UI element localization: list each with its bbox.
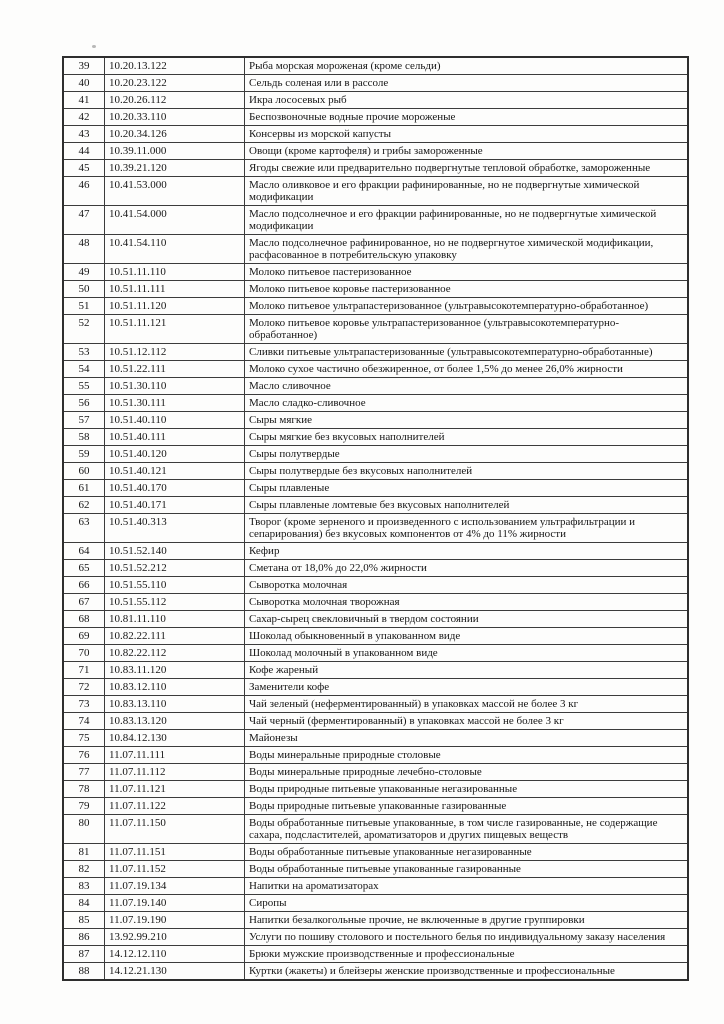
row-number: 61 [63,480,105,497]
table-row [63,895,688,912]
row-number: 50 [63,281,105,298]
product-code: 10.20.33.110 [105,109,245,126]
product-code: 10.51.40.313 [105,514,245,543]
table-row [63,57,688,75]
product-code: 10.51.30.110 [105,378,245,395]
table-row [63,446,688,463]
table-row [63,560,688,577]
product-description: Воды природные питьевые упакованные негазированные [245,781,689,798]
product-code: 10.51.55.112 [105,594,245,611]
product-code: 10.51.11.121 [105,315,245,344]
product-code: 10.83.12.110 [105,679,245,696]
table-row [63,344,688,361]
product-description: Масло сливочное [245,378,689,395]
product-code: 10.84.12.130 [105,730,245,747]
product-code: 10.82.22.112 [105,645,245,662]
product-description: Воды минеральные природные лечебно-столовые [245,764,689,781]
row-number: 51 [63,298,105,315]
row-number: 41 [63,92,105,109]
product-code: 10.39.21.120 [105,160,245,177]
product-description: Сыры мягкие [245,412,689,429]
row-number: 57 [63,412,105,429]
product-description: Куртки (жакеты) и блейзеры женские производственные и профессиональные [245,963,689,981]
row-number: 86 [63,929,105,946]
product-description: Воды минеральные природные столовые [245,747,689,764]
product-description: Сельдь соленая или в рассоле [245,75,689,92]
table-row [63,713,688,730]
row-number: 69 [63,628,105,645]
row-number: 54 [63,361,105,378]
product-code: 10.41.54.110 [105,235,245,264]
table-row [63,206,688,235]
product-code: 10.51.11.120 [105,298,245,315]
table-row [63,160,688,177]
product-code: 10.83.11.120 [105,662,245,679]
table-row [63,662,688,679]
product-description: Воды обработанные питьевые упакованные газированные [245,861,689,878]
table-row [63,281,688,298]
product-description: Масло оливковое и его фракции рафинированные, но не подвергнутые химической модификации [245,177,689,206]
product-code: 11.07.11.152 [105,861,245,878]
product-description: Овощи (кроме картофеля) и грибы замороженные [245,143,689,160]
product-description: Молоко питьевое ультрапастеризованное (ультравысокотемпературно-обработанное) [245,298,689,315]
row-number: 42 [63,109,105,126]
table-row [63,645,688,662]
row-number: 44 [63,143,105,160]
product-code: 13.92.99.210 [105,929,245,946]
table-row [63,696,688,713]
table-row [63,75,688,92]
product-code: 10.51.40.121 [105,463,245,480]
row-number: 45 [63,160,105,177]
row-number: 73 [63,696,105,713]
product-description: Сыворотка молочная творожная [245,594,689,611]
row-number: 80 [63,815,105,844]
product-code: 11.07.19.140 [105,895,245,912]
row-number: 40 [63,75,105,92]
row-number: 74 [63,713,105,730]
table-row [63,235,688,264]
row-number: 62 [63,497,105,514]
product-description: Заменители кофе [245,679,689,696]
product-description: Сливки питьевые ультрапастеризованные (ультравысокотемпературно-обработанные) [245,344,689,361]
table-row [63,861,688,878]
table-row [63,929,688,946]
product-code: 14.12.21.130 [105,963,245,981]
table-row [63,594,688,611]
row-number: 78 [63,781,105,798]
table-row [63,946,688,963]
product-code: 10.41.53.000 [105,177,245,206]
product-code: 11.07.19.134 [105,878,245,895]
product-code: 10.83.13.110 [105,696,245,713]
product-code: 10.20.34.126 [105,126,245,143]
product-description: Масло сладко-сливочное [245,395,689,412]
product-code: 10.20.26.112 [105,92,245,109]
table-row [63,912,688,929]
table-row [63,730,688,747]
product-description: Молоко сухое частично обезжиренное, от более 1,5% до менее 26,0% жирности [245,361,689,378]
product-description: Молоко питьевое пастеризованное [245,264,689,281]
row-number: 79 [63,798,105,815]
product-description: Услуги по пошиву столового и постельного белья по индивидуальному заказу населения [245,929,689,946]
product-description: Сыры плавленые [245,480,689,497]
row-number: 43 [63,126,105,143]
table-row [63,878,688,895]
row-number: 71 [63,662,105,679]
row-number: 67 [63,594,105,611]
row-number: 46 [63,177,105,206]
table-row [63,463,688,480]
table-row [63,577,688,594]
product-description: Сыры мягкие без вкусовых наполнителей [245,429,689,446]
table-row [63,177,688,206]
table-row [63,815,688,844]
product-description: Консервы из морской капусты [245,126,689,143]
table-row [63,679,688,696]
product-code: 10.51.40.171 [105,497,245,514]
table-row [63,798,688,815]
product-description: Рыба морская мороженая (кроме сельди) [245,57,689,75]
row-number: 49 [63,264,105,281]
product-code: 14.12.12.110 [105,946,245,963]
product-code: 11.07.11.121 [105,781,245,798]
table-row [63,378,688,395]
table-row [63,361,688,378]
table-row [63,429,688,446]
product-code: 10.51.40.120 [105,446,245,463]
row-number: 55 [63,378,105,395]
row-number: 64 [63,543,105,560]
product-code: 10.51.40.110 [105,412,245,429]
row-number: 70 [63,645,105,662]
product-code: 11.07.11.122 [105,798,245,815]
row-number: 75 [63,730,105,747]
product-code: 11.07.11.150 [105,815,245,844]
product-description: Майонезы [245,730,689,747]
product-description: Сметана от 18,0% до 22,0% жирности [245,560,689,577]
table-row [63,764,688,781]
product-description: Творог (кроме зерненого и произведенного с использованием ультрафильтрации и сепарирования) без вкусовых компонентов от 4% до 11% жирности [245,514,689,543]
row-number: 85 [63,912,105,929]
table-row [63,395,688,412]
row-number: 60 [63,463,105,480]
table-row [63,747,688,764]
product-description: Чай черный (ферментированный) в упаковках массой не более 3 кг [245,713,689,730]
table-row [63,412,688,429]
row-number: 76 [63,747,105,764]
product-code: 10.51.22.111 [105,361,245,378]
row-number: 58 [63,429,105,446]
product-codes-table [62,56,689,981]
product-code: 10.51.11.110 [105,264,245,281]
product-description: Сыры полутвердые без вкусовых наполнителей [245,463,689,480]
product-code: 11.07.11.112 [105,764,245,781]
table-row [63,126,688,143]
product-description: Ягоды свежие или предварительно подвергнутые тепловой обработке, замороженные [245,160,689,177]
row-number: 65 [63,560,105,577]
product-code: 10.41.54.000 [105,206,245,235]
product-description: Молоко питьевое коровье пастеризованное [245,281,689,298]
product-code: 10.51.52.212 [105,560,245,577]
product-description: Шоколад обыкновенный в упакованном виде [245,628,689,645]
row-number: 88 [63,963,105,981]
product-description: Напитки безалкогольные прочие, не включенные в другие группировки [245,912,689,929]
table-row [63,92,688,109]
row-number: 84 [63,895,105,912]
product-description: Брюки мужские производственные и профессиональные [245,946,689,963]
product-description: Сахар-сырец свекловичный в твердом состоянии [245,611,689,628]
table-row [63,497,688,514]
product-code: 10.83.13.120 [105,713,245,730]
product-code: 10.51.12.112 [105,344,245,361]
product-description: Чай зеленый (неферментированный) в упаковках массой не более 3 кг [245,696,689,713]
product-description: Масло подсолнечное и его фракции рафинированные, но не подвергнутые химической модификации [245,206,689,235]
row-number: 39 [63,57,105,75]
product-description: Воды обработанные питьевые упакованные, в том числе газированные, не содержащие сахара, подсластителей, ароматизаторов и других пищевых веществ [245,815,689,844]
product-description: Кефир [245,543,689,560]
table-row [63,143,688,160]
table-row [63,109,688,126]
table-row [63,315,688,344]
product-code: 10.39.11.000 [105,143,245,160]
table-row [63,611,688,628]
table-row [63,298,688,315]
row-number: 47 [63,206,105,235]
product-code: 10.20.23.122 [105,75,245,92]
product-code: 10.51.52.140 [105,543,245,560]
product-code: 10.51.40.170 [105,480,245,497]
table-row [63,844,688,861]
row-number: 81 [63,844,105,861]
row-number: 53 [63,344,105,361]
table-row [63,628,688,645]
product-description: Сыры плавленые ломтевые без вкусовых наполнителей [245,497,689,514]
row-number: 56 [63,395,105,412]
product-code: 10.51.11.111 [105,281,245,298]
product-description: Шоколад молочный в упакованном виде [245,645,689,662]
product-description: Сиропы [245,895,689,912]
product-description: Масло подсолнечное рафинированное, но не подвергнутое химической модификации, расфасованное в потребительскую упаковку [245,235,689,264]
product-description: Сыры полутвердые [245,446,689,463]
product-code: 10.51.40.111 [105,429,245,446]
product-code: 10.81.11.110 [105,611,245,628]
product-code: 10.20.13.122 [105,57,245,75]
row-number: 63 [63,514,105,543]
product-code: 10.51.55.110 [105,577,245,594]
product-code: 11.07.11.111 [105,747,245,764]
table-row [63,514,688,543]
row-number: 48 [63,235,105,264]
product-description: Сыворотка молочная [245,577,689,594]
row-number: 72 [63,679,105,696]
product-description: Икра лососевых рыб [245,92,689,109]
product-description: Воды обработанные питьевые упакованные негазированные [245,844,689,861]
table-row [63,480,688,497]
table-row [63,781,688,798]
product-code: 10.51.30.111 [105,395,245,412]
row-number: 83 [63,878,105,895]
product-description: Беспозвоночные водные прочие мороженые [245,109,689,126]
row-number: 82 [63,861,105,878]
scan-artifact-speck [92,45,96,48]
table-row [63,264,688,281]
row-number: 52 [63,315,105,344]
product-description: Молоко питьевое коровье ультрапастеризованное (ультравысокотемпературно-обработанное) [245,315,689,344]
table-row [63,543,688,560]
product-description: Напитки на ароматизаторах [245,878,689,895]
row-number: 77 [63,764,105,781]
product-description: Кофе жареный [245,662,689,679]
row-number: 66 [63,577,105,594]
row-number: 59 [63,446,105,463]
row-number: 68 [63,611,105,628]
row-number: 87 [63,946,105,963]
product-code: 11.07.19.190 [105,912,245,929]
product-description: Воды природные питьевые упакованные газированные [245,798,689,815]
table-row [63,963,688,981]
product-code: 10.82.22.111 [105,628,245,645]
product-code: 11.07.11.151 [105,844,245,861]
